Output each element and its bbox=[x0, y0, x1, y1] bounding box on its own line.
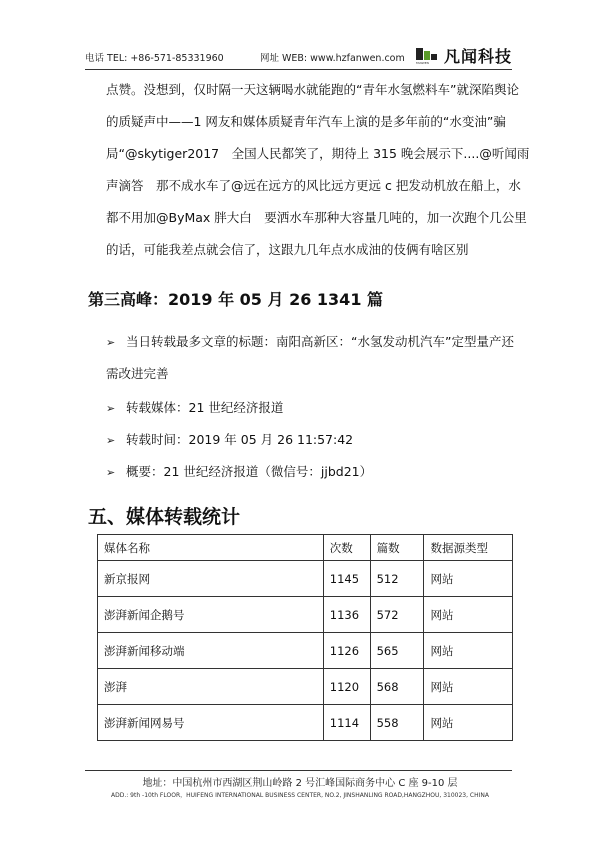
list-item-text: 转载时间：2019 年 05 月 26 11:57:42 bbox=[126, 432, 354, 447]
paragraph-line: 都不用加@ByMax 胖大白 要洒水车那种大容量几吨的，加一次跑个几公里 bbox=[106, 210, 527, 225]
table-cell: 1126 bbox=[323, 633, 370, 669]
table-cell: 澎湃新闻移动端 bbox=[98, 633, 324, 669]
table-cell: 网站 bbox=[424, 633, 513, 669]
list-item-text: 概要：21 世纪经济报道（微信号：jjbd21） bbox=[126, 464, 373, 479]
table-header-cell: 媒体名称 bbox=[98, 535, 324, 561]
paragraph-line: 局“@skytiger2017 全国人民都笑了，期待上 315 晚会展示下....@听闻雨 bbox=[106, 146, 530, 161]
logo-tiny-text: FANWEN bbox=[415, 60, 429, 65]
paragraph-line: 声滴答 那不成水车了@远在远方的风比远方更远 c 把发动机放在船上，水 bbox=[106, 178, 521, 193]
list-item bbox=[106, 332, 514, 350]
list-item bbox=[106, 398, 283, 416]
list-item bbox=[106, 462, 372, 480]
table-cell: 572 bbox=[370, 597, 424, 633]
table-header-cell: 次数 bbox=[323, 535, 370, 561]
table-row bbox=[98, 669, 513, 705]
table-header-cell: 篇数 bbox=[370, 535, 424, 561]
footer-divider bbox=[85, 770, 512, 771]
table-header-row bbox=[98, 535, 513, 561]
header-website: 网址 WEB: www.hzfanwen.com bbox=[260, 53, 405, 64]
company-logo bbox=[416, 44, 512, 67]
logo-text: 凡闻科技 bbox=[443, 47, 512, 66]
paragraph-line: 的话，可能我差点就会信了，这跟九几年点水成油的伎俩有啥区别 bbox=[106, 242, 469, 257]
footer-address-en: ADD.: 9th -10th FLOOR，HUIFENG INTERNATIONAL BUSINESS CENTER, NO.2, JINSHANLING ROAD,HANGZHOU, 310023, CHINA bbox=[111, 792, 489, 799]
paragraph-line: 的质疑声中——1 网友和媒体质疑青年汽车上演的是多年前的“水变油”骗 bbox=[106, 114, 506, 129]
header-divider bbox=[85, 69, 512, 70]
table-cell: 512 bbox=[370, 561, 424, 597]
table-cell: 网站 bbox=[424, 705, 513, 741]
arrow-bullet-icon: ➢ bbox=[106, 402, 116, 415]
list-item-continuation: 需改进完善 bbox=[106, 366, 169, 381]
table-cell: 网站 bbox=[424, 669, 513, 705]
table-cell: 澎湃新闻企鹅号 bbox=[98, 597, 324, 633]
list-item-text: 转载媒体：21 世纪经济报道 bbox=[126, 400, 284, 415]
arrow-bullet-icon: ➢ bbox=[106, 434, 116, 447]
table-cell: 1145 bbox=[323, 561, 370, 597]
table-cell: 网站 bbox=[424, 561, 513, 597]
table-cell: 558 bbox=[370, 705, 424, 741]
table-cell: 1120 bbox=[323, 669, 370, 705]
table-cell: 1136 bbox=[323, 597, 370, 633]
table-cell: 568 bbox=[370, 669, 424, 705]
section-heading: 五、媒体转载统计 bbox=[88, 506, 241, 528]
table-row bbox=[98, 705, 513, 741]
arrow-bullet-icon: ➢ bbox=[106, 336, 116, 349]
header-phone: 电话 TEL: +86-571-85331960 bbox=[85, 53, 224, 64]
list-item-text: 当日转载最多文章的标题：南阳高新区：“水氢发动机汽车”定型量产还 bbox=[126, 334, 514, 349]
arrow-bullet-icon: ➢ bbox=[106, 466, 116, 479]
table-row bbox=[98, 561, 513, 597]
table-cell: 1114 bbox=[323, 705, 370, 741]
paragraph-line: 点赞。没想到，仅时隔一天这辆喝水就能跑的“青年水氢燃料车”就深陷舆论 bbox=[106, 82, 519, 97]
footer-address-cn: 地址：中国杭州市西湖区荆山岭路 2 号汇峰国际商务中心 C 座 9-10 层 bbox=[142, 778, 458, 789]
media-stats-table bbox=[97, 534, 513, 741]
table-cell: 澎湃 bbox=[98, 669, 324, 705]
table-cell: 565 bbox=[370, 633, 424, 669]
table-row bbox=[98, 633, 513, 669]
table-header-cell: 数据源类型 bbox=[424, 535, 513, 561]
page-header bbox=[85, 44, 512, 68]
logo-mark-icon bbox=[416, 47, 440, 65]
table-cell: 新京报网 bbox=[98, 561, 324, 597]
list-item bbox=[106, 430, 353, 448]
table-row bbox=[98, 597, 513, 633]
table-cell: 澎湃新闻网易号 bbox=[98, 705, 324, 741]
peak-heading: 第三高峰：2019 年 05 月 26 1341 篇 bbox=[88, 290, 384, 309]
table-cell: 网站 bbox=[424, 597, 513, 633]
